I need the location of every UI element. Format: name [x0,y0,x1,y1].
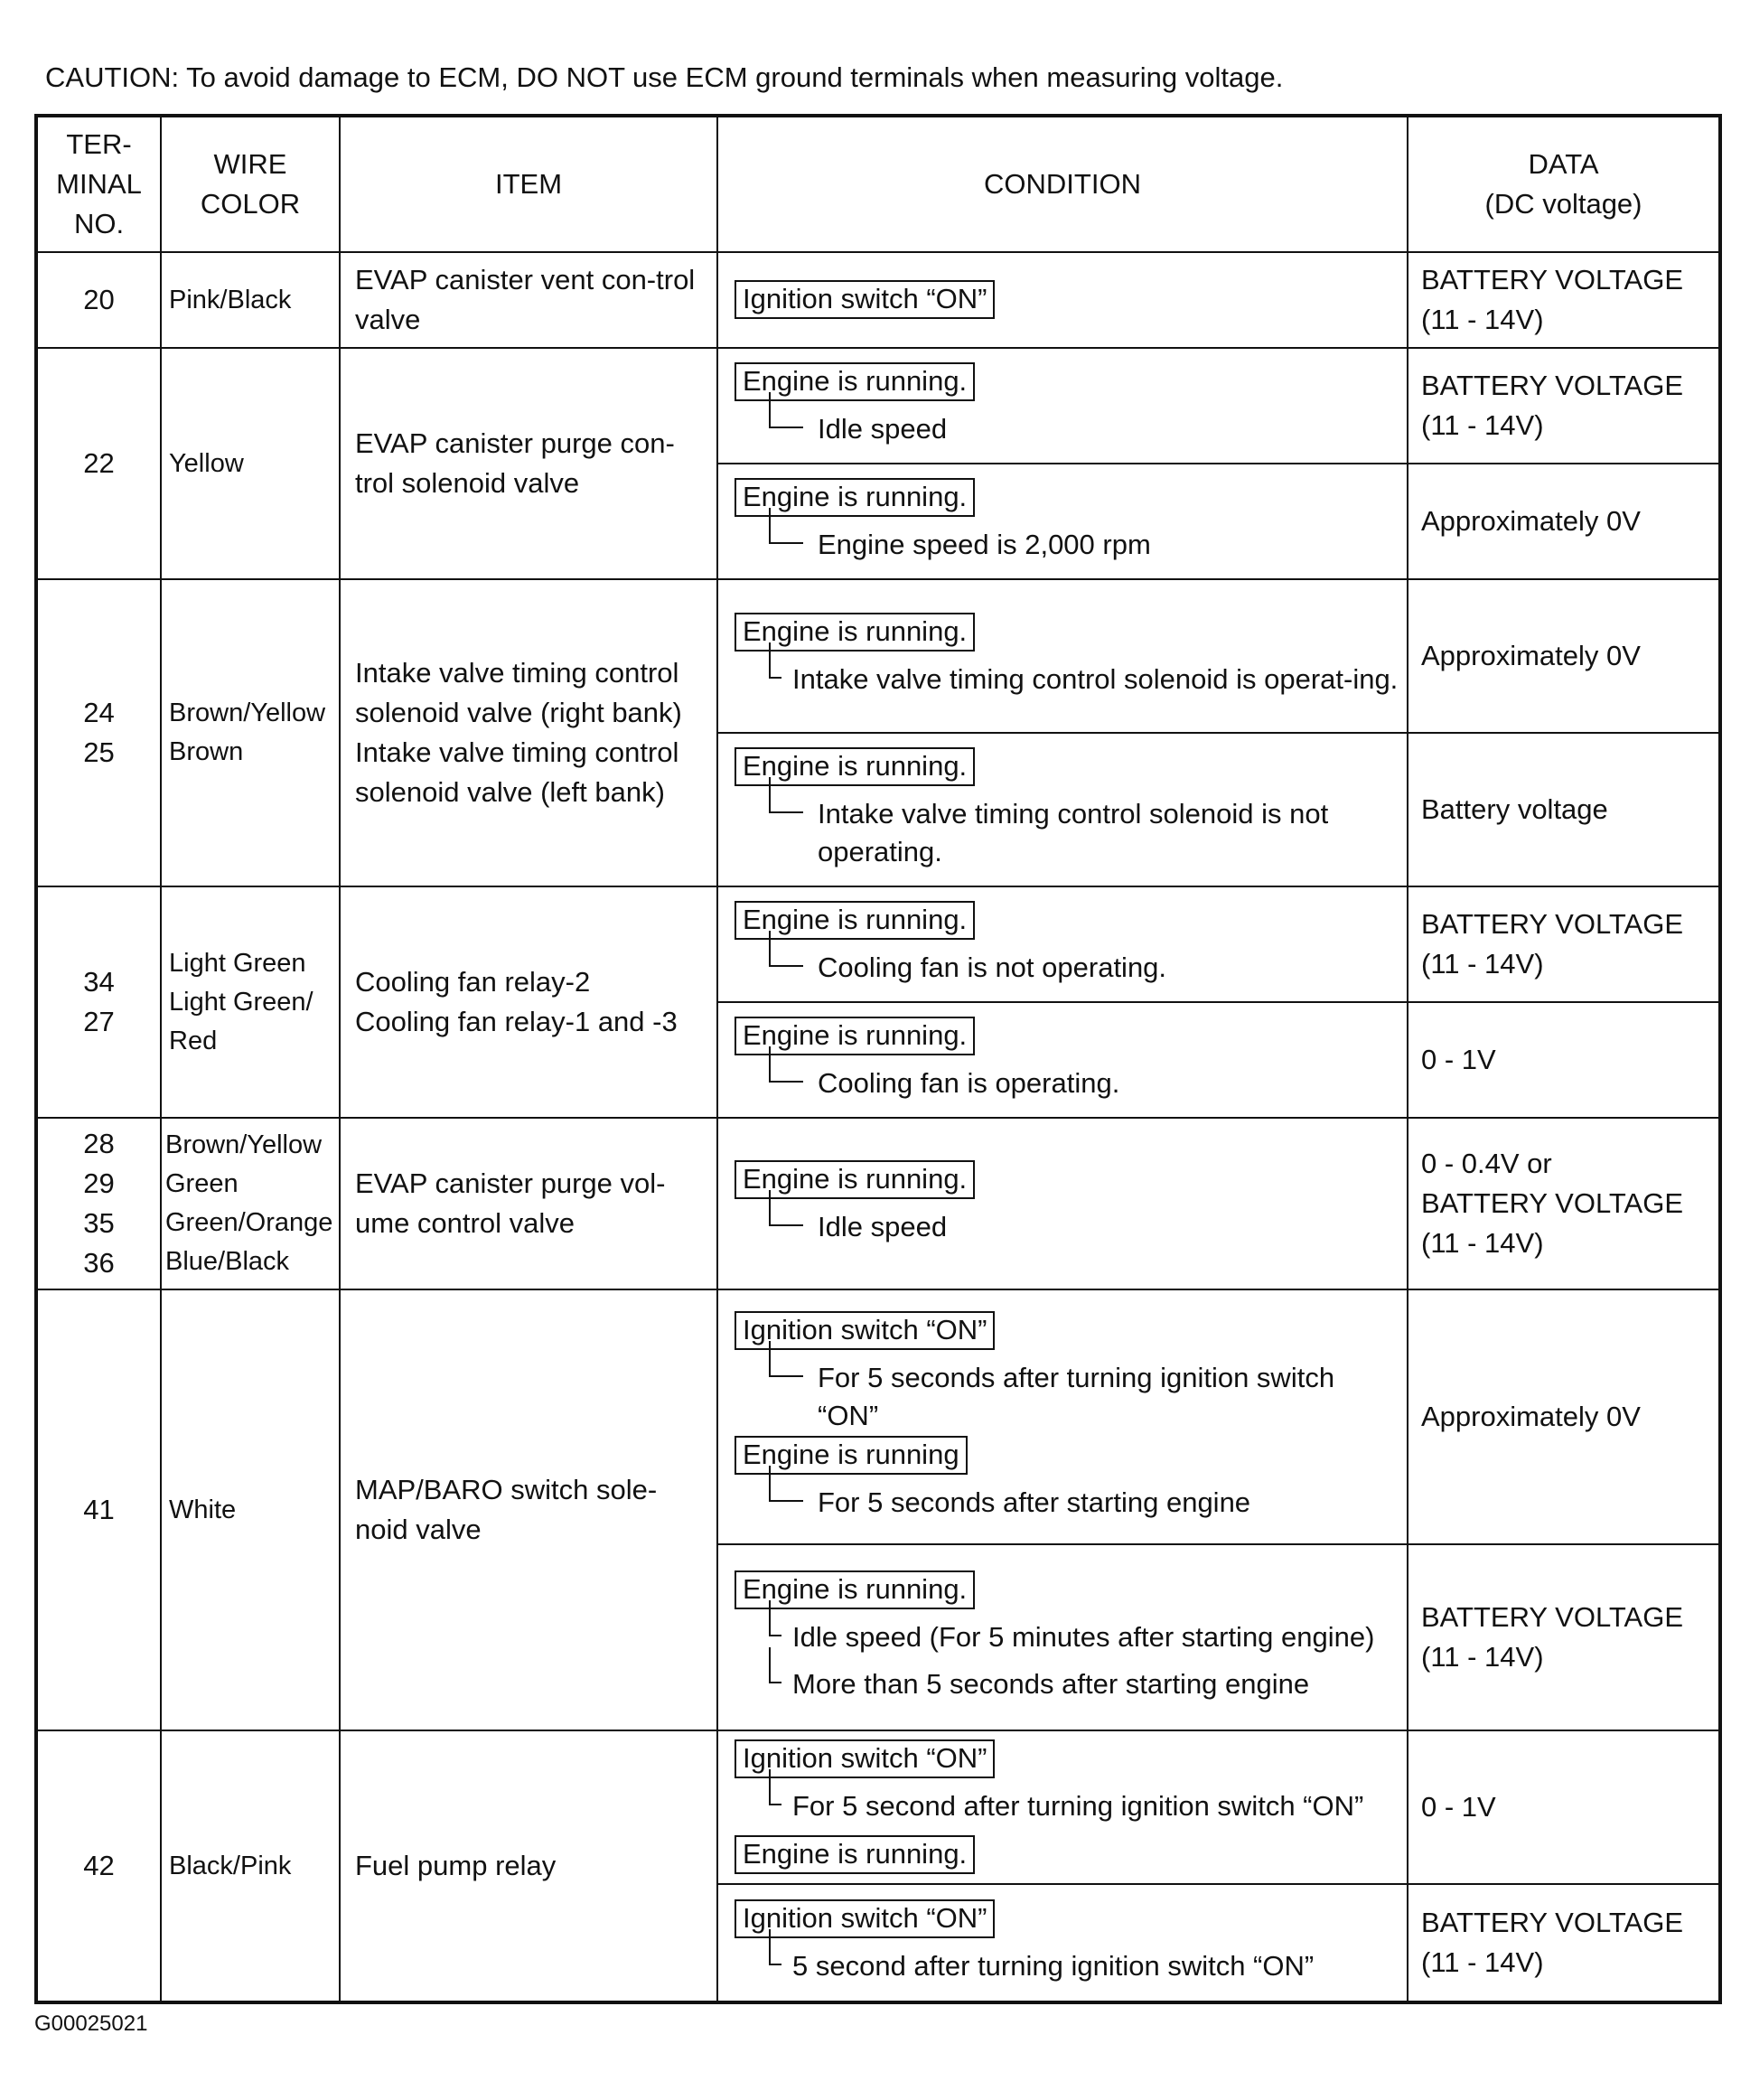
header-terminal [36,116,161,252]
header-terminal-l3: NO. [73,208,125,240]
wire-color-a: Brown/Yellow [165,1130,323,1160]
item-name: EVAP canister purge con-trol solenoid valve [340,348,717,579]
table-row [36,1289,1720,1544]
table-row [36,579,1720,733]
wire-color-b: Brown [169,737,244,767]
condition-cell [717,579,1408,733]
table-row [36,1730,1720,1884]
condition-cell [717,1118,1408,1289]
voltage-data: 0 - 1V [1408,1002,1720,1118]
condition-label: Engine is running [735,1436,968,1475]
terminal-no: 20 [36,252,161,348]
voltage-data: BATTERY VOLTAGE (11 - 14V) [1408,1884,1720,2002]
terminal-no: 22 [36,348,161,579]
condition-label: Ignition switch “ON” [735,1899,995,1938]
wire-color: Black/Pink [161,1730,340,2002]
item-name: Fuel pump relay [340,1730,717,2002]
item-name: MAP/BARO switch sole-noid valve [340,1289,717,1730]
wire-color [161,579,340,886]
voltage-data-b: BATTERY VOLTAGE (11 - 14V) [1421,1187,1683,1260]
wire-color: White [161,1289,340,1730]
ecm-terminal-table [34,114,1722,2004]
header-row [36,116,1720,252]
condition-detail: Idle speed [769,410,1401,448]
voltage-data [1408,1118,1720,1289]
header-terminal-l2: MINAL [56,168,142,201]
condition-cell [717,252,1408,348]
condition-cell [717,733,1408,886]
condition-label: Engine is running. [735,613,975,652]
item-name-a: Cooling fan relay-2 [355,966,591,998]
terminal-no-a: 34 [83,966,115,998]
terminal-no [36,886,161,1118]
terminal-no-c: 35 [83,1207,115,1240]
condition-label: Engine is running. [735,1570,975,1609]
item-name-b: Intake valve timing control solenoid valve (left bank) [355,736,679,809]
voltage-data: 0 - 1V [1408,1730,1720,1884]
condition-cell [717,1884,1408,2002]
voltage-data: BATTERY VOLTAGE (11 - 14V) [1408,1544,1720,1730]
terminal-no: 42 [36,1730,161,2002]
terminal-no-b: 25 [83,736,115,769]
terminal-no-b: 29 [83,1167,115,1200]
item-name-a: Intake valve timing control solenoid valve (right bank) [355,657,682,729]
condition-label: Engine is running. [735,1835,975,1874]
voltage-data: Approximately 0V [1408,464,1720,579]
terminal-no: 41 [36,1289,161,1730]
terminal-no-a: 24 [83,697,115,729]
condition-cell [717,1289,1408,1544]
header-wire-l2: COLOR [200,188,301,220]
condition-detail: More than 5 seconds after starting engine [769,1665,1401,1703]
condition-label: Engine is running. [735,901,975,940]
condition-label: Engine is running. [735,1160,975,1199]
terminal-no-a: 28 [83,1128,115,1160]
header-item: ITEM [340,116,717,252]
condition-cell [717,1544,1408,1730]
wire-color [161,886,340,1118]
condition-detail: 5 second after turning ignition switch “ON” [769,1947,1401,1985]
condition-detail: Cooling fan is operating. [769,1064,1401,1102]
condition-label: Ignition switch “ON” [735,280,995,319]
item-name [340,579,717,886]
voltage-data-a: 0 - 0.4V or [1421,1148,1552,1180]
condition-detail: Idle speed [769,1208,1401,1246]
voltage-data: Approximately 0V [1408,1289,1720,1544]
wire-color-b: Green [165,1169,239,1199]
condition-label: Engine is running. [735,362,975,401]
condition-label: Engine is running. [735,747,975,786]
header-wire-color [161,116,340,252]
table-row [36,1118,1720,1289]
condition-label: Engine is running. [735,1017,975,1055]
terminal-no-d: 36 [83,1247,115,1280]
wire-color-a: Brown/Yellow [169,698,326,728]
wire-color-b: Light Green/ Red [169,987,314,1055]
condition-cell [717,348,1408,464]
table-row [36,348,1720,464]
spacer [735,1825,1401,1834]
condition-detail: Intake valve timing control solenoid is operat-ing. [769,661,1401,698]
condition-detail: For 5 seconds after starting engine [769,1484,1401,1522]
wire-color: Pink/Black [161,252,340,348]
table-row [36,886,1720,1002]
item-name: EVAP canister vent con-trol valve [340,252,717,348]
condition-label: Ignition switch “ON” [735,1739,995,1778]
voltage-data: BATTERY VOLTAGE (11 - 14V) [1408,252,1720,348]
caution-note: CAUTION: To avoid damage to ECM, DO NOT use ECM ground terminals when measuring voltage. [45,61,1284,93]
item-name [340,886,717,1118]
header-condition: CONDITION [717,116,1408,252]
voltage-data: Battery voltage [1408,733,1720,886]
item-name: EVAP canister purge vol-ume control valve [340,1118,717,1289]
condition-detail: Idle speed (For 5 minutes after starting engine) [769,1618,1401,1656]
wire-color-c: Green/Orange [165,1208,333,1238]
header-terminal-l1: TER- [66,128,132,160]
condition-detail: For 5 seconds after turning ignition switch “ON” [769,1359,1401,1435]
condition-cell [717,464,1408,579]
condition-detail: Cooling fan is not operating. [769,949,1401,987]
header-data-l2: (DC voltage) [1484,188,1642,220]
item-name-b: Cooling fan relay-1 and -3 [355,1006,678,1038]
figure-code: G00025021 [34,2011,148,2036]
header-data [1408,116,1720,252]
table-row [36,252,1720,348]
condition-cell [717,1730,1408,1884]
condition-detail: For 5 second after turning ignition switch “ON” [769,1787,1401,1825]
voltage-data: BATTERY VOLTAGE (11 - 14V) [1408,886,1720,1002]
terminal-no [36,579,161,886]
condition-label: Engine is running. [735,478,975,517]
wire-color-d: Blue/Black [165,1247,290,1277]
wire-color: Yellow [161,348,340,579]
condition-detail: Intake valve timing control solenoid is not operating. [769,795,1401,871]
voltage-data: BATTERY VOLTAGE (11 - 14V) [1408,348,1720,464]
terminal-no [36,1118,161,1289]
condition-detail: Engine speed is 2,000 rpm [769,526,1401,564]
condition-cell [717,886,1408,1002]
condition-cell [717,1002,1408,1118]
header-data-l1: DATA [1528,148,1599,180]
wire-color [161,1118,340,1289]
wire-color-a: Light Green [169,948,306,978]
condition-label: Ignition switch “ON” [735,1311,995,1350]
voltage-data: Approximately 0V [1408,579,1720,733]
terminal-no-b: 27 [83,1006,115,1038]
header-wire-l1: WIRE [213,148,287,180]
